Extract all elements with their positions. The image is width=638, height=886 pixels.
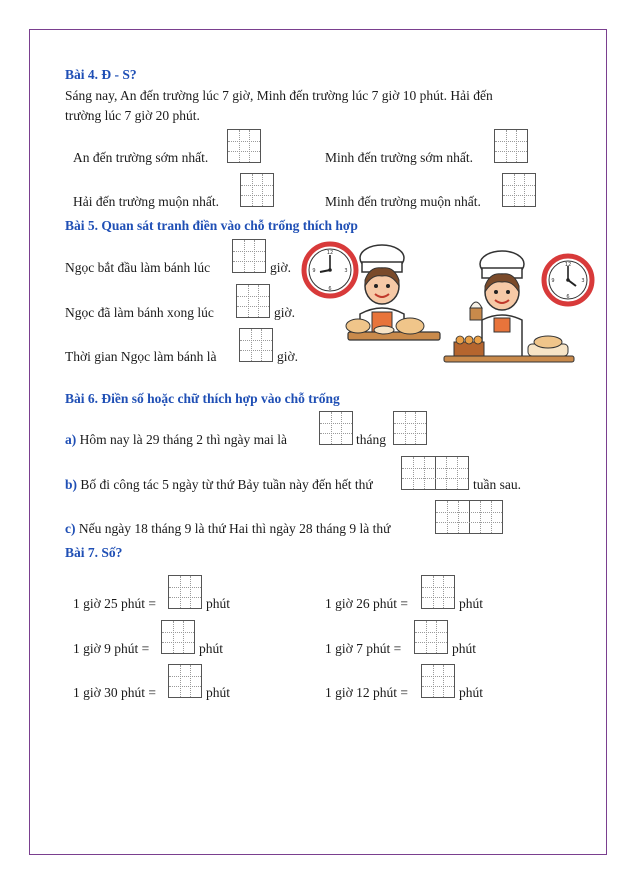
bai5-question-1: Ngọc bắt đầu làm bánh lúc — [65, 260, 211, 275]
bai5-unit-3: giờ. — [277, 349, 299, 364]
bai4-text-line2: trường lúc 7 giờ 20 phút. — [65, 108, 200, 123]
bai7-unit-4: phút — [452, 641, 477, 656]
bai7-unit-3: phút — [199, 641, 224, 656]
bai7-unit-6: phút — [459, 685, 484, 700]
bai5-title: Bài 5. Quan sát tranh điền vào chỗ trống thích hợp — [65, 218, 358, 233]
bai5-unit-2: giờ. — [274, 305, 296, 320]
answer-box-bai5-3[interactable] — [239, 328, 273, 362]
bai6-text-b: Bố đi công tác 5 ngày từ thứ Bảy tuần này đến hết thứ — [80, 477, 373, 492]
bai4-statement-4: Minh đến trường muộn nhất. — [325, 194, 481, 209]
bai7-unit-1: phút — [206, 596, 231, 611]
baking-illustration — [300, 236, 600, 370]
chef-left-icon — [346, 245, 440, 340]
svg-text:12: 12 — [326, 250, 334, 256]
bai5-question-2: Ngọc đã làm bánh xong lúc — [65, 305, 214, 320]
bai7-item-6: 1 giờ 12 phút = — [325, 685, 409, 700]
bai7-item-5: 1 giờ 30 phút = — [73, 685, 157, 700]
bai6-label-a: a) — [65, 432, 77, 447]
svg-text:12: 12 — [564, 262, 572, 268]
answer-box-bai5-1[interactable] — [232, 239, 266, 273]
bai7-item-1: 1 giờ 25 phút = — [73, 596, 157, 611]
bai7-title: Bài 7. Số? — [65, 545, 123, 560]
bai7-item-2: 1 giờ 26 phút = — [325, 596, 409, 611]
bai4-title: Bài 4. Đ - S? — [65, 67, 137, 82]
answer-box-bai5-2[interactable] — [236, 284, 270, 318]
bai7-item-3: 1 giờ 9 phút = — [73, 641, 150, 656]
answer-box-bai4-4[interactable] — [502, 173, 536, 207]
svg-text:6: 6 — [566, 294, 570, 300]
clock-left-icon — [304, 244, 356, 296]
svg-text:3: 3 — [344, 268, 348, 274]
bai7-item-4: 1 giờ 7 phút = — [325, 641, 402, 656]
bai6-text-c: Nếu ngày 18 tháng 9 là thứ Hai thì ngày 28 tháng 9 là thứ — [78, 521, 391, 536]
bai7-unit-2: phút — [459, 596, 484, 611]
bai4-statement-3: Hải đến trường muộn nhất. — [73, 194, 220, 209]
bai5-question-3: Thời gian Ngọc làm bánh là — [65, 349, 217, 364]
bai4-statement-1: An đến trường sớm nhất. — [73, 150, 209, 165]
svg-text:9: 9 — [551, 278, 555, 284]
answer-box-bai7-5[interactable] — [168, 664, 202, 698]
bai6-item-a — [65, 433, 287, 447]
clock-right-icon — [544, 256, 592, 304]
bai6-text-b-end: tuần sau. — [473, 477, 521, 492]
answer-box-bai7-2[interactable] — [421, 575, 455, 609]
answer-box-bai4-1[interactable] — [227, 129, 261, 163]
bai6-text-a: Hôm nay là 29 tháng 2 thì ngày mai là — [79, 432, 287, 447]
bai6-item-c — [65, 522, 390, 536]
bai6-label-b: b) — [65, 477, 78, 492]
answer-box-bai6-a-month[interactable] — [393, 411, 427, 445]
answer-box-bai6-b[interactable] — [401, 456, 469, 490]
svg-text:9: 9 — [312, 268, 316, 274]
svg-text:6: 6 — [328, 286, 332, 292]
bai6-title: Bài 6. Điền số hoặc chữ thích hợp vào chỗ trống — [65, 391, 340, 406]
answer-box-bai7-6[interactable] — [421, 664, 455, 698]
answer-box-bai4-3[interactable] — [240, 173, 274, 207]
bai4-text-line1: Sáng nay, An đến trường lúc 7 giờ, Minh đến trường lúc 7 giờ 10 phút. Hải đến — [65, 88, 493, 103]
answer-box-bai6-c[interactable] — [435, 500, 503, 534]
bai6-label-c: c) — [65, 521, 76, 536]
answer-box-bai6-a-day[interactable] — [319, 411, 353, 445]
answer-box-bai4-2[interactable] — [494, 129, 528, 163]
bai4-statement-2: Minh đến trường sớm nhất. — [325, 150, 473, 165]
bai6-text-a-month: tháng — [356, 432, 386, 447]
bai6-item-b — [65, 478, 373, 492]
answer-box-bai7-3[interactable] — [161, 620, 195, 654]
bai5-unit-1: giờ. — [270, 260, 292, 275]
svg-text:3: 3 — [581, 278, 585, 284]
answer-box-bai7-1[interactable] — [168, 575, 202, 609]
bai7-unit-5: phút — [206, 685, 231, 700]
answer-box-bai7-4[interactable] — [414, 620, 448, 654]
